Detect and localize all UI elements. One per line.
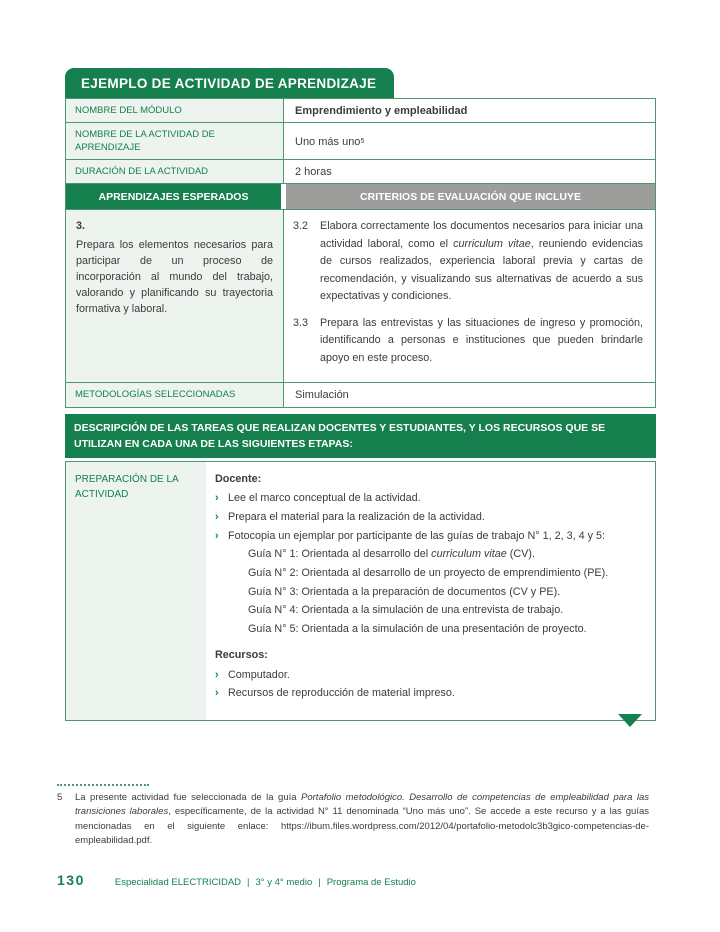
table-header-row <box>66 183 655 209</box>
evaluation-criteria-cell <box>284 210 655 382</box>
criterion-text-italic: curriculum vitae <box>453 237 531 250</box>
footnote <box>57 791 649 848</box>
footnote-link[interactable]: https://ibum.files.wordpress.com/2012/04/portafolio-metodolc3b3gico-competencias-de-empleabilidad.pdf <box>75 820 649 846</box>
footnote-text-end: . <box>149 834 153 846</box>
criterion-item <box>293 218 643 305</box>
footer-grade: 3° y 4° medio <box>255 877 313 888</box>
footer-program: Programa de Estudio <box>326 877 416 888</box>
guide-text-pre: Guía N° 3: Orientada a la preparación de documentos (CV y PE). <box>248 585 561 598</box>
criterion-text-post: , reuniendo evidencias de cursos realizados, experiencia laboral previa y cartas de recomendación, y visualizando sus alternativas de acuerdo a sus expectativas y condiciones. <box>320 237 643 303</box>
module-name-label: NOMBRE DEL MÓDULO <box>66 99 284 122</box>
list-item <box>215 685 639 701</box>
criterion-item <box>293 315 643 367</box>
bullet-icon: › <box>215 529 219 542</box>
list-item-text: Fotocopia un ejemplar por participante de las guías de trabajo N° 1, 2, 3, 4 y 5: <box>228 529 606 542</box>
methodologies-value: Simulación <box>295 389 349 402</box>
guide-item <box>248 565 639 581</box>
criterion-text-pre: Elabora correctamente los documentos necesarios para iniciar una actividad laboral, como el <box>320 220 643 250</box>
criterion-number: 3.3 <box>293 316 309 329</box>
continues-triangle-icon <box>618 714 642 727</box>
criterion-number: 3.2 <box>293 220 309 233</box>
footnote-divider <box>57 784 149 786</box>
list-item <box>215 667 639 683</box>
list-item-text: Computador. <box>228 668 290 681</box>
guide-text-italic: curriculum vitae <box>431 548 507 561</box>
footer-text <box>115 877 416 888</box>
bullet-icon: › <box>215 492 219 505</box>
list-item <box>215 490 639 506</box>
page-number: 130 <box>57 872 85 888</box>
guide-item <box>248 584 639 600</box>
resources-section-title: Recursos: <box>215 649 268 662</box>
activity-name-text: Uno más uno <box>295 135 361 148</box>
guide-text-pre: Guía N° 5: Orientada a la simulación de una presentación de proyecto. <box>248 623 587 636</box>
table-row-module-name <box>66 99 655 122</box>
list-item <box>215 528 639 544</box>
expected-learning-cell <box>66 210 284 382</box>
list-item-text: Recursos de reproducción de material impreso. <box>228 687 455 700</box>
activity-name-value: Uno más uno 5 <box>295 135 365 148</box>
duration-value: 2 horas <box>295 166 332 179</box>
guide-text-pre: Guía N° 1: Orientada al desarrollo del <box>248 548 432 561</box>
footnote-text-mid: , específicamente, de la actividad N° 11 denominada “Uno más uno”. Se accede a este recurso y a las guías mencionadas en el siguiente enlace: <box>75 806 650 832</box>
methodologies-label: METODOLOGÍAS SELECCIONADAS <box>66 383 284 406</box>
expected-learnings-header: APRENDIZAJES ESPERADOS <box>66 184 281 209</box>
activity-example-tab-title: EJEMPLO DE ACTIVIDAD DE APRENDIZAJE <box>65 68 394 98</box>
criterion-text <box>320 218 643 305</box>
preparation-stage-label: PREPARACIÓN DE LA ACTIVIDAD <box>66 462 206 720</box>
module-name-value: Emprendimiento y empleabilidad <box>295 105 468 118</box>
guide-text-pre: Guía N° 4: Orientada a la simulación de una entrevista de trabajo. <box>248 604 564 617</box>
learning-number: 3. <box>76 220 86 233</box>
activity-info-table <box>65 98 656 408</box>
list-item-text: Prepara el material para la realización de la actividad. <box>228 511 485 523</box>
activity-document <box>65 68 656 721</box>
footer-separator: | <box>318 877 321 888</box>
table-row-activity-name <box>66 122 655 159</box>
guide-item <box>248 602 639 618</box>
table-row-methodologies <box>66 382 655 406</box>
footnote-number: 5 <box>57 792 63 803</box>
guide-text-pre: Guía N° 2: Orientada al desarrollo de un proyecto de emprendimiento (PE). <box>248 567 609 580</box>
guide-item <box>248 621 639 637</box>
criterion-text-pre: Prepara las entrevistas y las situaciones de ingreso y promoción, identificando a personas e instituciones que pueden brindarle apoyo en este proceso. <box>320 316 643 364</box>
bullet-icon: › <box>215 668 219 681</box>
bullet-icon: › <box>215 511 219 523</box>
table-row-learning-content <box>66 209 655 382</box>
duration-label: DURACIÓN DE LA ACTIVIDAD <box>66 160 284 183</box>
preparation-section <box>65 461 656 721</box>
guides-sublist <box>248 546 639 637</box>
learning-text: Prepara los elementos necesarios para participar de un proceso de incorporación al mundo del trabajo, valorando y planificando su trayectoria formativa y laboral. <box>76 238 273 316</box>
list-item <box>215 509 639 525</box>
page-footer <box>57 872 416 888</box>
bullet-icon: › <box>215 687 219 700</box>
footnote-text-italic: Portafolio metodológico. Desarrollo de competencias de empleabilidad para las transiciones laborales <box>75 792 649 818</box>
table-row-duration <box>66 159 655 183</box>
footer-separator: | <box>247 877 250 888</box>
footnote-text <box>75 791 649 848</box>
footer-specialty: Especialidad ELECTRICIDAD <box>114 877 242 888</box>
preparation-content <box>206 462 655 720</box>
evaluation-criteria-header: CRITERIOS DE EVALUACIÓN QUE INCLUYE <box>286 184 655 209</box>
activity-name-label: NOMBRE DE LA ACTIVIDAD DE APRENDIZAJE <box>66 123 284 159</box>
list-item-text: Lee el marco conceptual de la actividad. <box>228 492 421 505</box>
guide-text-post: (CV). <box>506 548 535 561</box>
criterion-text <box>320 315 643 367</box>
footnote-text-pre: La presente actividad fue seleccionada de la guía <box>75 792 302 803</box>
teacher-section-title: Docente: <box>215 473 262 486</box>
guide-item <box>248 546 639 562</box>
footnote-block <box>57 784 649 848</box>
tasks-description-banner: DESCRIPCIÓN DE LAS TAREAS QUE REALIZAN DOCENTES Y ESTUDIANTES, Y LOS RECURSOS QUE SE UTILIZAN EN CADA UNA DE LAS SIGUIENTES ETAPAS: <box>65 414 656 459</box>
